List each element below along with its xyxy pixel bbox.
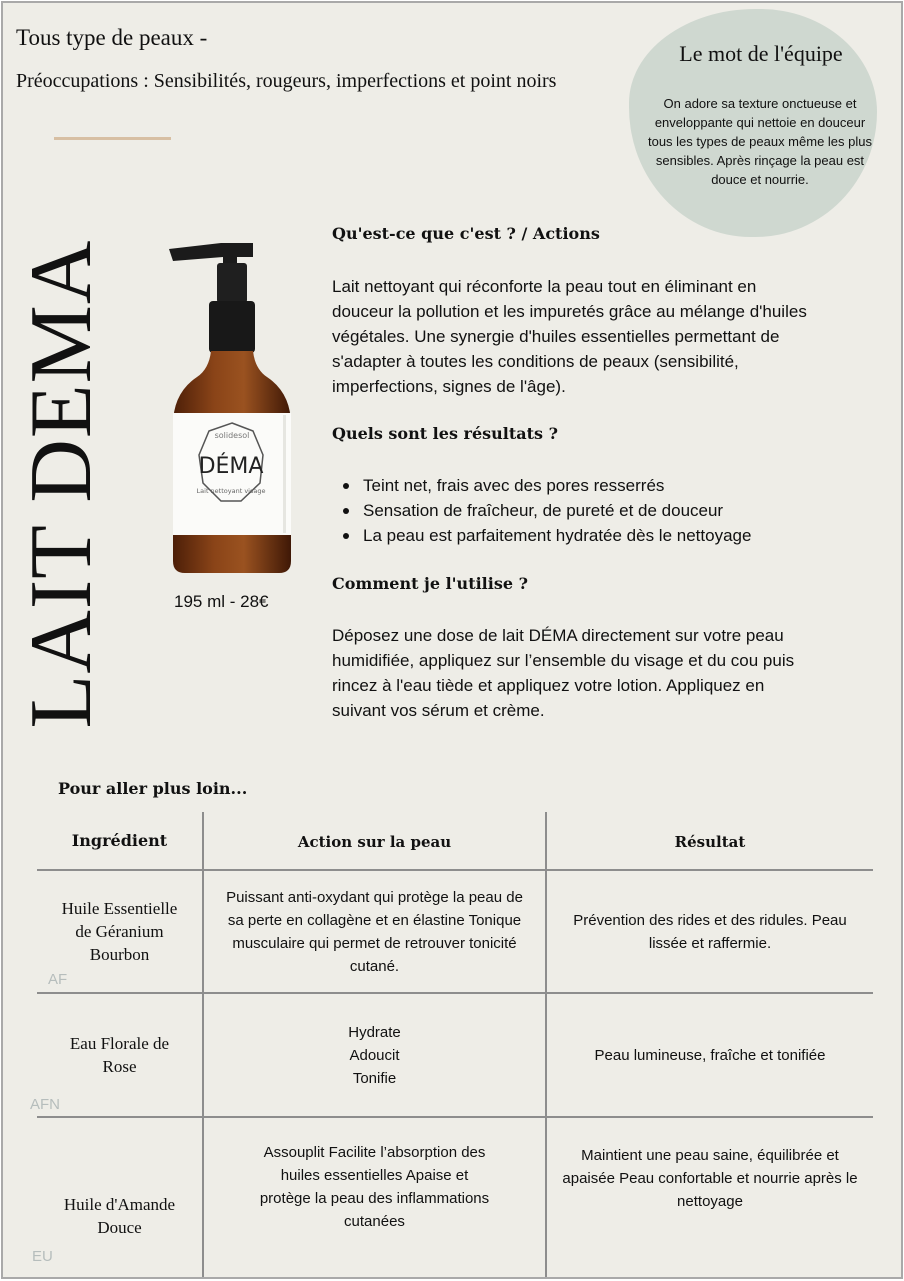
product-price: 195 ml - 28€ [174, 592, 269, 611]
table-cell-ingredient [37, 994, 202, 1116]
result-text: Peau lumineuse, fraîche et tonifiée [594, 1046, 826, 1064]
section-text-what: Lait nettoyant qui réconforte la peau tout en éliminant en douceur la pollution et les impuretés grâce au mélange d'huiles végétales. Une synergie d'huiles essentielles permettant de s'adapter à toutes les conditions de peaux (sensibilité, imperfections, signes de l'âge). [332, 277, 807, 396]
result-text: Prévention des rides et des ridules. Peau lissée et raffermie. [573, 911, 847, 952]
table-cell-action [204, 994, 545, 1116]
ingredient-code: AFN [30, 1096, 60, 1113]
table-cell-ingredient [37, 1118, 202, 1277]
ingredient-code: AF [48, 971, 68, 988]
concerns: Préoccupations : Sensibilités, rougeurs, imperfections et point noirs [16, 70, 557, 92]
bottle-image [163, 235, 297, 580]
ingredient-code: EU [32, 1248, 53, 1265]
product-name-container [13, 239, 110, 729]
action-text: Puissant anti-oxydant qui protège la peau de sa perte en collagène et en élastine Tonique musculaire qui permet de retrouver tonicité cutané. [226, 888, 523, 975]
table-title: Pour aller plus loin... [58, 779, 248, 798]
table-cell-action [204, 871, 545, 992]
table-cell-result [547, 871, 873, 992]
bottle-sub-text: Lait nettoyant visage [196, 487, 266, 495]
table-header-ingredient: Ingrédient [71, 831, 168, 850]
table-header-result: Résultat [674, 833, 746, 851]
ingredient-name: Huile Essentielle de Géranium Bourbon [61, 899, 178, 964]
action-text: Assouplit Facilite l’absorption des huiles essentielles Apaise et protège la peau des inflammations cutanées [259, 1143, 490, 1230]
skin-type: Tous type de peaux - [16, 25, 208, 50]
section-title-results: Quels sont les résultats ? [332, 424, 558, 443]
team-note-text: On adore sa texture onctueuse et enveloppante qui nettoie en douceur tous les types de peaux même les plus sensibles. Après rinçage la peau est douce et nourrie. [647, 96, 872, 187]
product-name: LAIT DEMA [13, 239, 110, 729]
table-cell-result [547, 1118, 873, 1238]
team-note-title: Le mot de l'équipe [679, 41, 843, 66]
list-item: La peau est parfaitement hydratée dès le nettoyage [339, 523, 751, 548]
bottle-brand-text: solidesol [214, 431, 250, 440]
section-text-usage: Déposez une dose de lait DÉMA directement sur votre peau humidifiée, appliquez sur l’ensemble du visage et du cou puis rincez à l'eau tiède et appliquez votre lotion. Appliquez en suivant vos sérum et crème. [332, 626, 795, 720]
section-title-usage: Comment je l'utilise ? [332, 574, 528, 593]
ingredient-name: Eau Florale de Rose [69, 1034, 170, 1076]
accent-divider [54, 137, 171, 140]
ingredient-name: Huile d'Amande Douce [63, 1194, 176, 1237]
bottle-label-text: DÉMA [198, 454, 264, 479]
list-item: Sensation de fraîcheur, de pureté et de douceur [339, 498, 751, 523]
action-text: Hydrate Adoucit Tonifie [348, 1023, 401, 1087]
table-cell-result [547, 994, 873, 1116]
results-list [339, 473, 751, 548]
section-title-what: Qu'est-ce que c'est ? / Actions [332, 224, 600, 243]
result-text: Maintient une peau saine, équilibrée et apaisée Peau confortable et nourrie après le nettoyage [562, 1146, 858, 1210]
list-item: Teint net, frais avec des pores resserrés [339, 473, 751, 498]
product-sheet [1, 1, 903, 1279]
table-header-action: Action sur la peau [297, 833, 452, 851]
table-cell-action [204, 1118, 545, 1255]
